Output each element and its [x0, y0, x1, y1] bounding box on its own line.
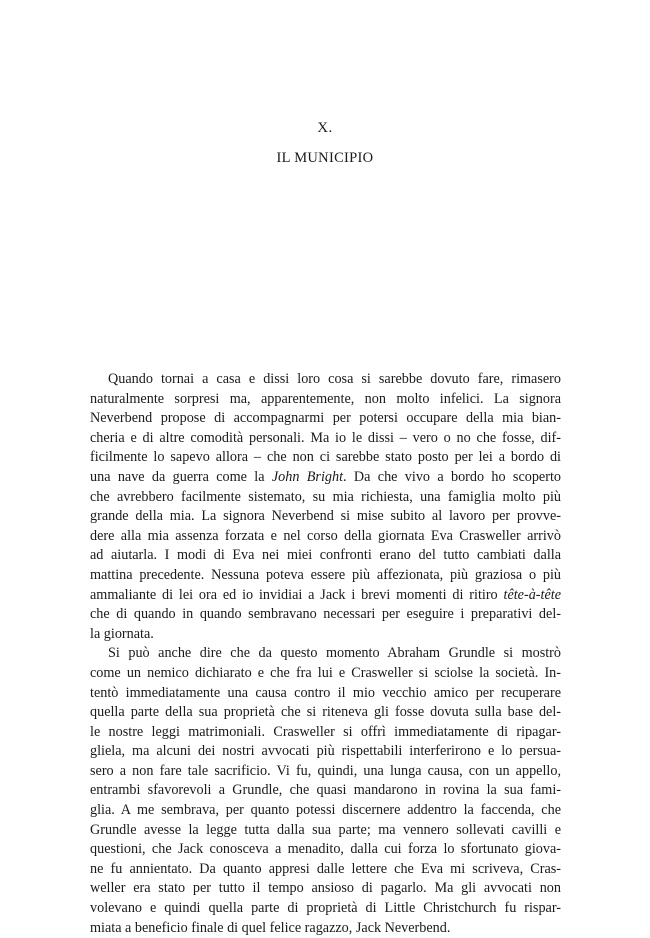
text-line: ad aiutarla. I modi di Eva nei miei confronti erano del tutto cambiati dalla: [90, 547, 561, 564]
text-line: la giornata.: [90, 625, 154, 642]
text-line: volevano e quindi quella parte di proprietà di Little Christchurch fu rispar-: [90, 900, 561, 917]
text-line: ficilmente lo sapevo allora – che non ci sarebbe stato posto per lei a bordo di: [90, 449, 561, 466]
text-line: [90, 586, 561, 606]
text-line: mattina precedente. Nessuna poteva essere più affezionata, più graziosa o più: [90, 566, 561, 583]
text-line: grande della mia. La signora Neverbend si mise subito al lavoro per provve-: [90, 508, 561, 525]
text-line: che avrebbero facilmente sistemato, su mia richiesta, una famiglia molto più: [90, 488, 561, 505]
text-line: Quando tornai a casa e dissi loro cosa si sarebbe dovuto fare, rimasero: [108, 371, 561, 387]
text-line: Grundle avesse la legge tutta dalla sua parte; ma vennero sollevati cavilli e: [90, 821, 561, 838]
text-line: gliela, ma alcuni dei nostri avvocati più rispettabili interferirono e lo persua-: [90, 743, 561, 760]
text-line: Neverbend propose di accompagnarmi per potersi occupare della mia bian-: [90, 410, 561, 427]
text-run: una nave da guerra come la: [90, 468, 272, 485]
ship-name-italic: John Bright: [271, 468, 344, 485]
text-line: naturalmente sorpresi ma, apparentemente, non molto infelici. La signora: [90, 390, 561, 407]
text-line: [90, 468, 561, 488]
text-line: cheria e di altre comodità personali. Ma io le dissi – vero o no che fosse, dif-: [90, 429, 561, 446]
text-line: le nostre leggi matrimoniali. Crasweller si offrì immediatamente di ripagar-: [90, 723, 561, 740]
text-line: miata a beneficio finale di quel felice ragazzo, Jack Neverbend.: [90, 919, 451, 936]
text-line: entrambi sfavorevoli a Grundle, che quasi mandarono in rovina la sua fami-: [90, 782, 561, 799]
text-line: dere alla mia assenza forzata e nel corso della giornata Eva Crasweller arrivò: [90, 527, 561, 544]
text-line: come un nemico dichiarato e che fra lui e Crasweller si sciolse la società. In-: [90, 664, 561, 681]
text-line: questioni, che Jack conosceva a menadito, dalla cui forza lo sfortunato giova-: [90, 841, 561, 858]
text-line: ne fu annientato. Da quanto appresi dalle lettere che Eva mi scriveva, Cras-: [90, 860, 561, 877]
text-run: . Da che vivo a bordo ho scoperto: [343, 468, 561, 485]
tete-a-tete-italic: tête-à-tête: [503, 586, 561, 603]
text-run: ammaliante di lei ora ed io invidiai a Jack i brevi momenti di ritiro: [90, 586, 504, 603]
text-line: weller era stato per tutto il tempo ansioso di pagarlo. Ma gli avvocati non: [90, 880, 561, 897]
text-line: che di quando in quando sembravano necessari per eseguire i preparativi del-: [90, 606, 561, 623]
chapter-title: IL MUNICIPIO: [276, 150, 374, 166]
text-line: Si può anche dire che da questo momento Abraham Grundle si mostrò: [108, 645, 561, 662]
text-line: glia. A me sembrava, per quanto potessi discernere addentro la faccenda, che: [90, 802, 561, 819]
body-text: [90, 370, 561, 938]
text-line: tentò immediatamente una causa contro il mio vecchio amico per recuperare: [90, 684, 561, 701]
text-line: quella parte della sua proprietà che si riteneva gli fosse dovuta sulla base del-: [90, 704, 561, 721]
chapter-number: X.: [317, 120, 333, 136]
text-line: sero a non fare tale sacrificio. Vi fu, quindi, una lunga causa, con un appello,: [90, 762, 561, 779]
